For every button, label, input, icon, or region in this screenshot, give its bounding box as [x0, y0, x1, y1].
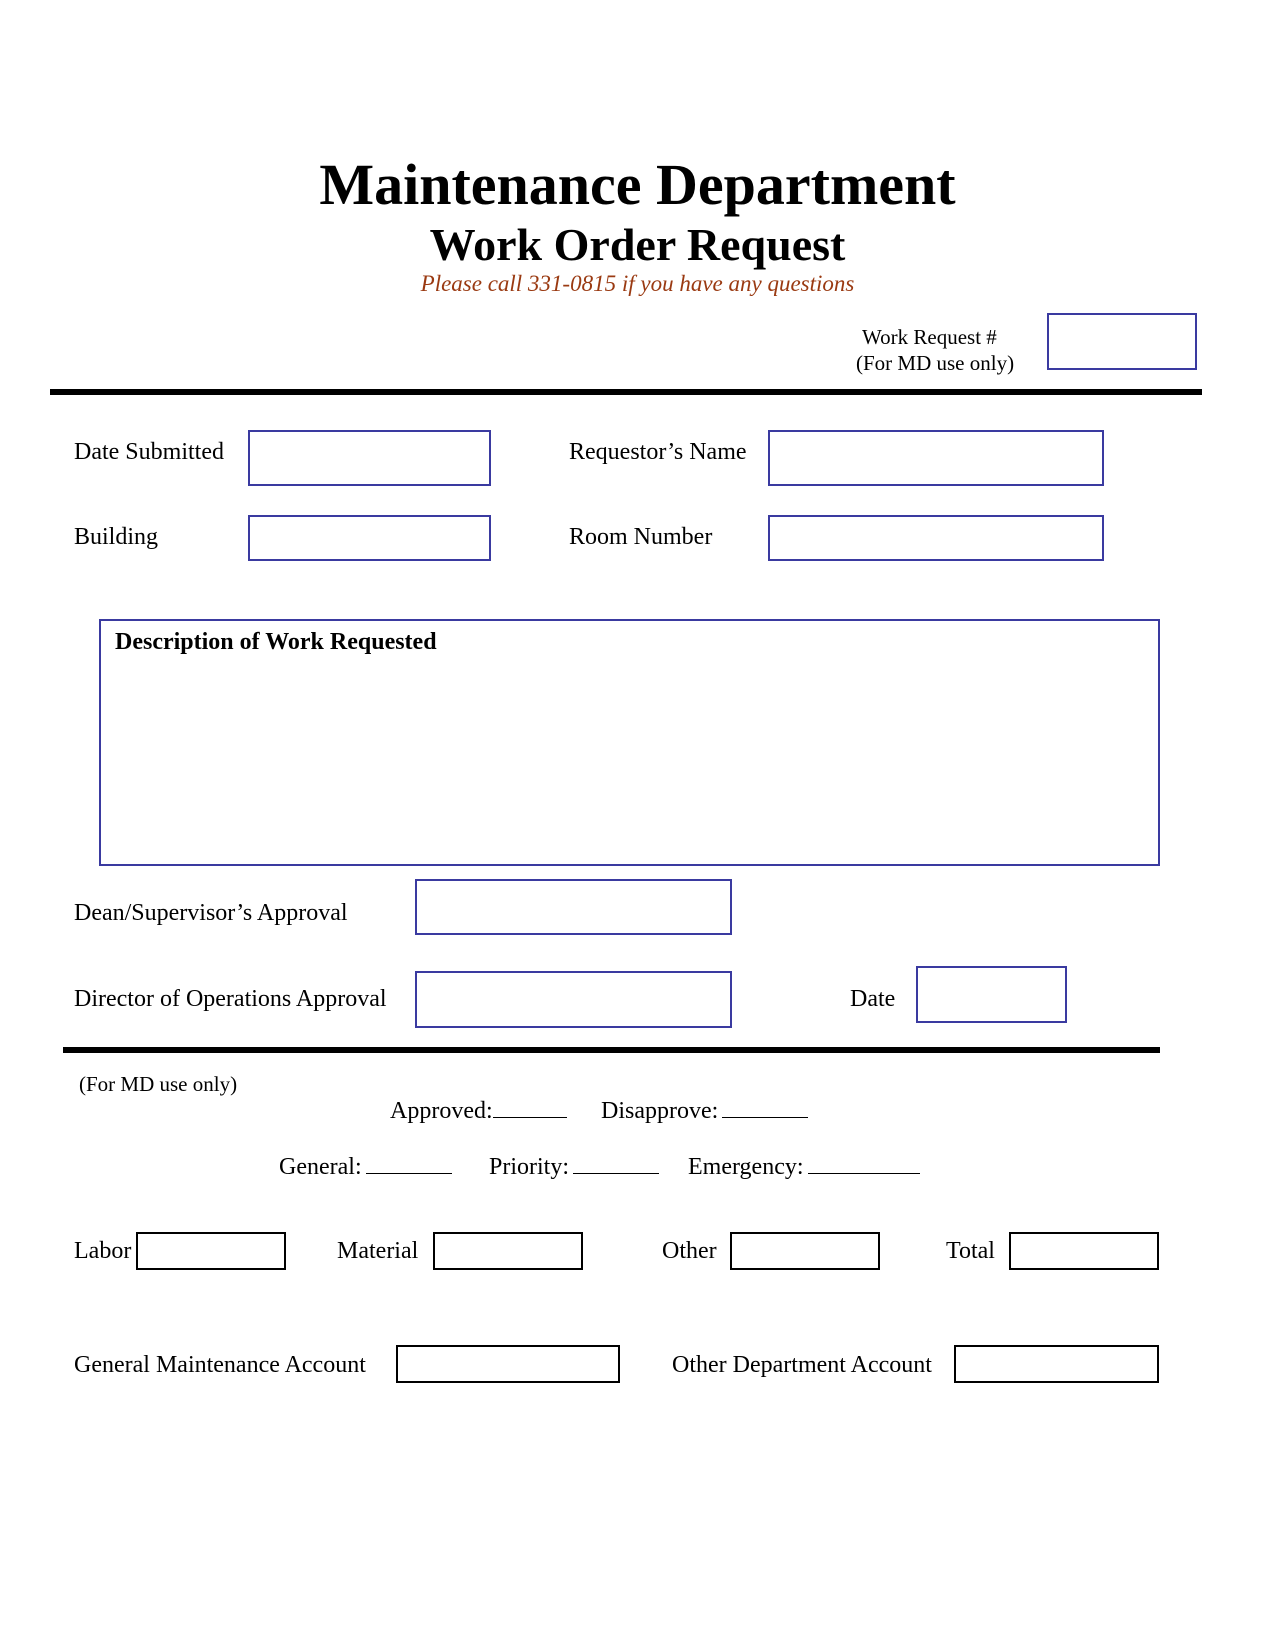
- general-maintenance-account-field[interactable]: [396, 1345, 620, 1383]
- other-department-account-label: Other Department Account: [672, 1352, 932, 1378]
- emergency-blank[interactable]: [808, 1154, 920, 1174]
- work-request-label: Work Request #: [862, 325, 997, 349]
- disapprove-blank[interactable]: [722, 1098, 808, 1118]
- total-field[interactable]: [1009, 1232, 1159, 1270]
- md-use-note: (For MD use only): [79, 1072, 238, 1096]
- emergency-label: Emergency:: [688, 1154, 804, 1180]
- disapprove-label: Disapprove:: [601, 1098, 719, 1124]
- other-department-account-field[interactable]: [954, 1345, 1159, 1383]
- form-subtitle: Work Order Request: [429, 219, 846, 270]
- page-title: Maintenance Department: [319, 152, 956, 217]
- date-submitted-field[interactable]: [248, 430, 491, 486]
- priority-label: Priority:: [489, 1154, 570, 1180]
- dean-approval-field[interactable]: [415, 879, 732, 935]
- md-section-divider: [63, 1047, 1160, 1053]
- emergency-field[interactable]: [688, 1153, 920, 1181]
- description-label: Description of Work Requested: [115, 629, 437, 655]
- total-label: Total: [946, 1238, 995, 1264]
- work-request-sublabel: (For MD use only): [856, 351, 1015, 375]
- priority-field[interactable]: [489, 1153, 659, 1181]
- other-cost-field[interactable]: [730, 1232, 880, 1270]
- disapprove-field[interactable]: [601, 1097, 808, 1125]
- room-number-label: Room Number: [569, 524, 713, 550]
- material-field[interactable]: [433, 1232, 583, 1270]
- approved-field[interactable]: [390, 1097, 567, 1125]
- labor-label: Labor: [74, 1238, 132, 1264]
- requestor-name-label: Requestor’s Name: [569, 439, 747, 465]
- general-label: General:: [279, 1154, 362, 1180]
- director-approval-label: Director of Operations Approval: [74, 986, 387, 1012]
- description-field[interactable]: [99, 619, 1160, 866]
- date-submitted-label: Date Submitted: [74, 439, 224, 465]
- building-label: Building: [74, 524, 159, 550]
- room-number-field[interactable]: [768, 515, 1104, 561]
- approval-date-field[interactable]: [916, 966, 1067, 1023]
- requestor-name-field[interactable]: [768, 430, 1104, 486]
- dean-approval-label: Dean/Supervisor’s Approval: [74, 900, 348, 926]
- general-maintenance-account-label: General Maintenance Account: [74, 1352, 366, 1378]
- approved-blank[interactable]: [493, 1098, 567, 1118]
- building-field[interactable]: [248, 515, 491, 561]
- priority-blank[interactable]: [573, 1154, 659, 1174]
- other-cost-label: Other: [662, 1238, 717, 1264]
- header-divider: [50, 389, 1202, 395]
- work-request-number-field[interactable]: [1047, 313, 1197, 370]
- contact-note: Please call 331-0815 if you have any questions: [420, 271, 855, 296]
- general-field[interactable]: [279, 1153, 452, 1181]
- approval-date-label: Date: [850, 986, 896, 1012]
- director-approval-field[interactable]: [415, 971, 732, 1028]
- labor-field[interactable]: [136, 1232, 286, 1270]
- approved-label: Approved:: [390, 1098, 493, 1124]
- material-label: Material: [337, 1238, 419, 1264]
- general-blank[interactable]: [366, 1154, 452, 1174]
